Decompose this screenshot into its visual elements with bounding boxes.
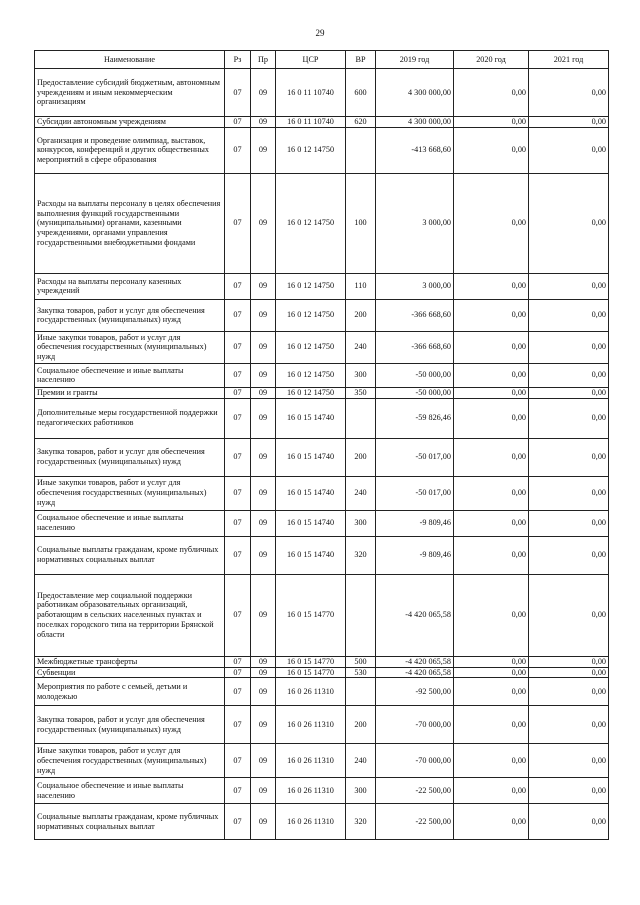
row-2019: -9 809,46	[376, 536, 454, 574]
row-2020: 0,00	[454, 299, 529, 331]
row-2021: 0,00	[529, 69, 609, 117]
row-2019: -50 017,00	[376, 438, 454, 476]
row-2020: 0,00	[454, 117, 529, 128]
table-header-row	[35, 51, 609, 69]
row-2020: 0,00	[454, 510, 529, 536]
row-vr: 240	[346, 476, 376, 510]
row-csr: 16 0 12 14750	[276, 331, 346, 363]
row-2021: 0,00	[529, 438, 609, 476]
row-vr: 200	[346, 299, 376, 331]
row-vr: 240	[346, 331, 376, 363]
row-rz: 07	[225, 273, 251, 299]
row-2019: 3 000,00	[376, 173, 454, 273]
row-vr: 200	[346, 706, 376, 744]
row-vr: 100	[346, 173, 376, 273]
row-2021: 0,00	[529, 656, 609, 667]
row-2020: 0,00	[454, 678, 529, 706]
row-rz: 07	[225, 69, 251, 117]
row-csr: 16 0 15 14740	[276, 510, 346, 536]
row-2020: 0,00	[454, 69, 529, 117]
row-pr: 09	[251, 778, 276, 804]
row-2021: 0,00	[529, 744, 609, 778]
row-vr: 530	[346, 667, 376, 678]
row-csr: 16 0 12 14750	[276, 299, 346, 331]
row-csr: 16 0 15 14770	[276, 656, 346, 667]
row-2019: -59 826,46	[376, 398, 454, 438]
row-2020: 0,00	[454, 363, 529, 387]
row-pr: 09	[251, 510, 276, 536]
row-2020: 0,00	[454, 127, 529, 173]
row-pr: 09	[251, 476, 276, 510]
table-row	[35, 273, 609, 299]
row-name: Субсидии автономным учреждениям	[35, 117, 225, 128]
row-rz: 07	[225, 127, 251, 173]
table-row	[35, 510, 609, 536]
row-name: Социальное обеспечение и иные выплаты населению	[35, 778, 225, 804]
row-csr: 16 0 12 14750	[276, 273, 346, 299]
row-pr: 09	[251, 667, 276, 678]
row-2020: 0,00	[454, 536, 529, 574]
row-name: Закупка товаров, работ и услуг для обеспечения государственных (муниципальных) нужд	[35, 706, 225, 744]
row-rz: 07	[225, 678, 251, 706]
row-2021: 0,00	[529, 778, 609, 804]
row-rz: 07	[225, 667, 251, 678]
col-header-name: Наименование	[35, 51, 225, 69]
row-2019: -9 809,46	[376, 510, 454, 536]
table-row	[35, 744, 609, 778]
row-rz: 07	[225, 744, 251, 778]
row-2020: 0,00	[454, 476, 529, 510]
row-name: Закупка товаров, работ и услуг для обеспечения государственных (муниципальных) нужд	[35, 438, 225, 476]
row-2021: 0,00	[529, 387, 609, 398]
col-header-vr: ВР	[346, 51, 376, 69]
row-name: Субвенции	[35, 667, 225, 678]
row-2019: -4 420 065,58	[376, 574, 454, 656]
row-vr	[346, 678, 376, 706]
col-header-pr: Пр	[251, 51, 276, 69]
row-vr: 500	[346, 656, 376, 667]
row-2019: -92 500,00	[376, 678, 454, 706]
row-name: Межбюджетные трансферты	[35, 656, 225, 667]
col-header-2020: 2020 год	[454, 51, 529, 69]
row-name: Предоставление субсидий бюджетным, автономным учреждениям и иным некоммерческим организациям	[35, 69, 225, 117]
table-row	[35, 476, 609, 510]
row-pr: 09	[251, 127, 276, 173]
row-name: Социальные выплаты гражданам, кроме публичных нормативных социальных выплат	[35, 804, 225, 840]
row-pr: 09	[251, 678, 276, 706]
budget-table	[34, 50, 609, 840]
row-pr: 09	[251, 438, 276, 476]
row-name: Социальные выплаты гражданам, кроме публичных нормативных социальных выплат	[35, 536, 225, 574]
col-header-2021: 2021 год	[529, 51, 609, 69]
row-pr: 09	[251, 398, 276, 438]
row-2019: -22 500,00	[376, 778, 454, 804]
table-row	[35, 117, 609, 128]
row-2021: 0,00	[529, 804, 609, 840]
table-row	[35, 299, 609, 331]
row-name: Расходы на выплаты персоналу в целях обеспечения выполнения функций государственными (муниципальными) органами, казенными учреждениями, органами управления государственными внебюджетными фондами	[35, 173, 225, 273]
row-csr: 16 0 12 14750	[276, 387, 346, 398]
row-name: Премии и гранты	[35, 387, 225, 398]
row-pr: 09	[251, 574, 276, 656]
row-csr: 16 0 26 11310	[276, 706, 346, 744]
row-rz: 07	[225, 706, 251, 744]
row-rz: 07	[225, 656, 251, 667]
page-number: 29	[315, 28, 325, 38]
table-row	[35, 387, 609, 398]
row-2021: 0,00	[529, 678, 609, 706]
row-vr: 110	[346, 273, 376, 299]
row-2019: -50 017,00	[376, 476, 454, 510]
row-rz: 07	[225, 299, 251, 331]
table-row	[35, 173, 609, 273]
row-vr: 620	[346, 117, 376, 128]
row-rz: 07	[225, 510, 251, 536]
table-row	[35, 574, 609, 656]
row-rz: 07	[225, 476, 251, 510]
row-vr: 240	[346, 744, 376, 778]
row-csr: 16 0 15 14740	[276, 438, 346, 476]
row-2019: -366 668,60	[376, 299, 454, 331]
table-row	[35, 536, 609, 574]
row-csr: 16 0 26 11310	[276, 778, 346, 804]
row-2021: 0,00	[529, 331, 609, 363]
row-vr: 320	[346, 804, 376, 840]
row-rz: 07	[225, 331, 251, 363]
row-2021: 0,00	[529, 173, 609, 273]
row-2020: 0,00	[454, 574, 529, 656]
row-csr: 16 0 15 14770	[276, 667, 346, 678]
row-pr: 09	[251, 117, 276, 128]
row-pr: 09	[251, 299, 276, 331]
row-2019: -70 000,00	[376, 706, 454, 744]
row-2020: 0,00	[454, 273, 529, 299]
col-header-2019: 2019 год	[376, 51, 454, 69]
row-vr	[346, 574, 376, 656]
row-2021: 0,00	[529, 117, 609, 128]
col-header-csr: ЦСР	[276, 51, 346, 69]
row-2019: 4 300 000,00	[376, 69, 454, 117]
row-vr: 600	[346, 69, 376, 117]
row-2019: -366 668,60	[376, 331, 454, 363]
row-pr: 09	[251, 387, 276, 398]
row-pr: 09	[251, 69, 276, 117]
table-row	[35, 706, 609, 744]
table-row	[35, 331, 609, 363]
row-2021: 0,00	[529, 476, 609, 510]
row-2020: 0,00	[454, 706, 529, 744]
row-2020: 0,00	[454, 173, 529, 273]
row-csr: 16 0 15 14740	[276, 536, 346, 574]
row-2020: 0,00	[454, 778, 529, 804]
row-2021: 0,00	[529, 127, 609, 173]
row-name: Социальное обеспечение и иные выплаты населению	[35, 363, 225, 387]
row-2019: -4 420 065,58	[376, 656, 454, 667]
row-vr: 350	[346, 387, 376, 398]
table-row	[35, 678, 609, 706]
row-csr: 16 0 26 11310	[276, 678, 346, 706]
row-rz: 07	[225, 363, 251, 387]
row-csr: 16 0 26 11310	[276, 744, 346, 778]
row-vr: 200	[346, 438, 376, 476]
row-name: Иные закупки товаров, работ и услуг для обеспечения государственных (муниципальных) нужд	[35, 331, 225, 363]
row-2020: 0,00	[454, 744, 529, 778]
row-rz: 07	[225, 438, 251, 476]
row-csr: 16 0 11 10740	[276, 69, 346, 117]
table-row	[35, 363, 609, 387]
table-row	[35, 69, 609, 117]
row-pr: 09	[251, 744, 276, 778]
row-2020: 0,00	[454, 804, 529, 840]
row-2021: 0,00	[529, 574, 609, 656]
row-name: Предоставление мер социальной поддержки работникам образовательных организаций, работающим в сельских населенных пунктах и поселках городского типа на территории Брянской области	[35, 574, 225, 656]
row-2020: 0,00	[454, 387, 529, 398]
row-pr: 09	[251, 706, 276, 744]
row-2021: 0,00	[529, 273, 609, 299]
row-vr: 300	[346, 363, 376, 387]
row-2020: 0,00	[454, 656, 529, 667]
row-2021: 0,00	[529, 363, 609, 387]
row-2019: -4 420 065,58	[376, 667, 454, 678]
row-2019: -70 000,00	[376, 744, 454, 778]
row-pr: 09	[251, 804, 276, 840]
row-rz: 07	[225, 778, 251, 804]
row-2019: -22 500,00	[376, 804, 454, 840]
row-name: Иные закупки товаров, работ и услуг для обеспечения государственных (муниципальных) нужд	[35, 744, 225, 778]
col-header-rz: Рз	[225, 51, 251, 69]
row-csr: 16 0 15 14770	[276, 574, 346, 656]
row-name: Социальное обеспечение и иные выплаты населению	[35, 510, 225, 536]
row-2020: 0,00	[454, 398, 529, 438]
row-rz: 07	[225, 173, 251, 273]
row-csr: 16 0 15 14740	[276, 476, 346, 510]
table-row	[35, 398, 609, 438]
row-vr: 300	[346, 778, 376, 804]
row-csr: 16 0 26 11310	[276, 804, 346, 840]
row-2020: 0,00	[454, 438, 529, 476]
row-pr: 09	[251, 536, 276, 574]
row-2021: 0,00	[529, 510, 609, 536]
table-row	[35, 656, 609, 667]
row-2019: -50 000,00	[376, 387, 454, 398]
row-rz: 07	[225, 117, 251, 128]
row-rz: 07	[225, 387, 251, 398]
row-rz: 07	[225, 398, 251, 438]
row-csr: 16 0 15 14740	[276, 398, 346, 438]
row-rz: 07	[225, 536, 251, 574]
row-2019: 3 000,00	[376, 273, 454, 299]
row-pr: 09	[251, 331, 276, 363]
row-vr: 320	[346, 536, 376, 574]
row-vr	[346, 127, 376, 173]
row-2019: -50 000,00	[376, 363, 454, 387]
row-vr: 300	[346, 510, 376, 536]
row-pr: 09	[251, 656, 276, 667]
row-2021: 0,00	[529, 536, 609, 574]
row-2021: 0,00	[529, 667, 609, 678]
row-name: Мероприятия по работе с семьей, детьми и молодежью	[35, 678, 225, 706]
row-2020: 0,00	[454, 331, 529, 363]
row-2021: 0,00	[529, 299, 609, 331]
row-name: Расходы на выплаты персоналу казенных учреждений	[35, 273, 225, 299]
row-pr: 09	[251, 173, 276, 273]
row-pr: 09	[251, 273, 276, 299]
row-csr: 16 0 12 14750	[276, 173, 346, 273]
row-csr: 16 0 11 10740	[276, 117, 346, 128]
row-name: Иные закупки товаров, работ и услуг для обеспечения государственных (муниципальных) нужд	[35, 476, 225, 510]
row-csr: 16 0 12 14750	[276, 363, 346, 387]
row-2020: 0,00	[454, 667, 529, 678]
row-name: Дополнительные меры государственной поддержки педагогических работников	[35, 398, 225, 438]
row-2021: 0,00	[529, 706, 609, 744]
table-row	[35, 778, 609, 804]
row-pr: 09	[251, 363, 276, 387]
table-row	[35, 438, 609, 476]
row-rz: 07	[225, 574, 251, 656]
row-name: Организация и проведение олимпиад, выставок, конкурсов, конференций и других общественных мероприятий в сфере образования	[35, 127, 225, 173]
row-2019: 4 300 000,00	[376, 117, 454, 128]
row-vr	[346, 398, 376, 438]
row-rz: 07	[225, 804, 251, 840]
row-name: Закупка товаров, работ и услуг для обеспечения государственных (муниципальных) нужд	[35, 299, 225, 331]
row-2021: 0,00	[529, 398, 609, 438]
row-csr: 16 0 12 14750	[276, 127, 346, 173]
table-row	[35, 127, 609, 173]
table-row	[35, 667, 609, 678]
table-row	[35, 804, 609, 840]
row-2019: -413 668,60	[376, 127, 454, 173]
